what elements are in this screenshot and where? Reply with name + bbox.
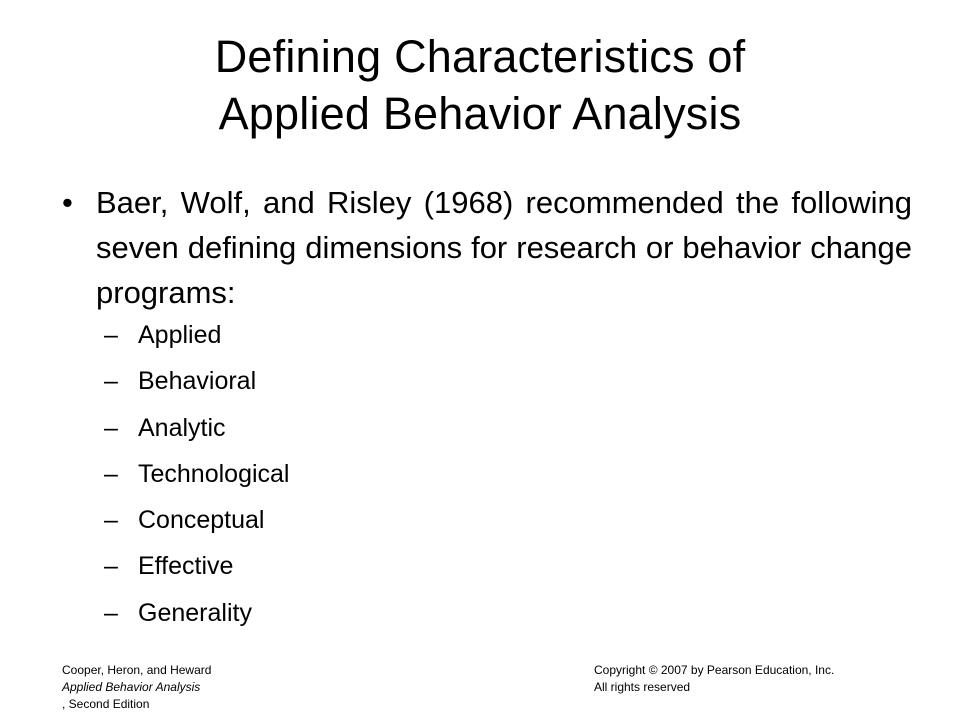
- dimension-label: Behavioral: [138, 367, 257, 396]
- dash-icon: –: [104, 598, 118, 627]
- dash-icon: –: [104, 459, 118, 488]
- copyright-line: Copyright © 2007 by Pearson Education, Inc.: [594, 663, 835, 677]
- footer-citation: [62, 662, 211, 713]
- list-item: [104, 409, 604, 455]
- bullet-dot-icon: •: [62, 185, 73, 220]
- list-item: [104, 594, 604, 640]
- dimension-label: Applied: [138, 321, 222, 349]
- footer-book-edition: , Second Edition: [62, 697, 150, 711]
- dimension-label: Conceptual: [138, 506, 265, 535]
- dimension-label: Generality: [138, 598, 252, 627]
- dash-icon: –: [104, 552, 118, 581]
- dash-icon: –: [104, 321, 118, 349]
- dimensions-list: [104, 316, 604, 640]
- footer-copyright: [594, 662, 834, 696]
- dimension-label: Technological: [138, 459, 290, 488]
- dimension-label: Analytic: [138, 413, 226, 442]
- footer-book-title: Applied Behavior Analysis: [62, 680, 201, 694]
- slide-title: [0, 28, 960, 142]
- footer-authors: Cooper, Heron, and Heward: [62, 663, 212, 677]
- title-line-1: Defining Characteristics of: [214, 31, 746, 82]
- list-item: [104, 362, 604, 408]
- dimension-label: Effective: [138, 552, 234, 581]
- list-item: [104, 501, 604, 547]
- rights-line: All rights reserved: [594, 680, 691, 694]
- dash-icon: –: [104, 506, 118, 535]
- list-item: [104, 547, 604, 593]
- main-bullet-text: Baer, Wolf, and Risley (1968) recommended the following seven defining dimensions for research or behavior change programs:: [96, 185, 912, 310]
- footer-book: [62, 679, 211, 713]
- dash-icon: –: [104, 413, 118, 442]
- main-bullet: [62, 180, 912, 315]
- title-line-2: Applied Behavior Analysis: [218, 88, 742, 139]
- list-item: [104, 316, 604, 362]
- dash-icon: –: [104, 367, 118, 396]
- main-bullet-block: [62, 180, 912, 315]
- list-item: [104, 455, 604, 501]
